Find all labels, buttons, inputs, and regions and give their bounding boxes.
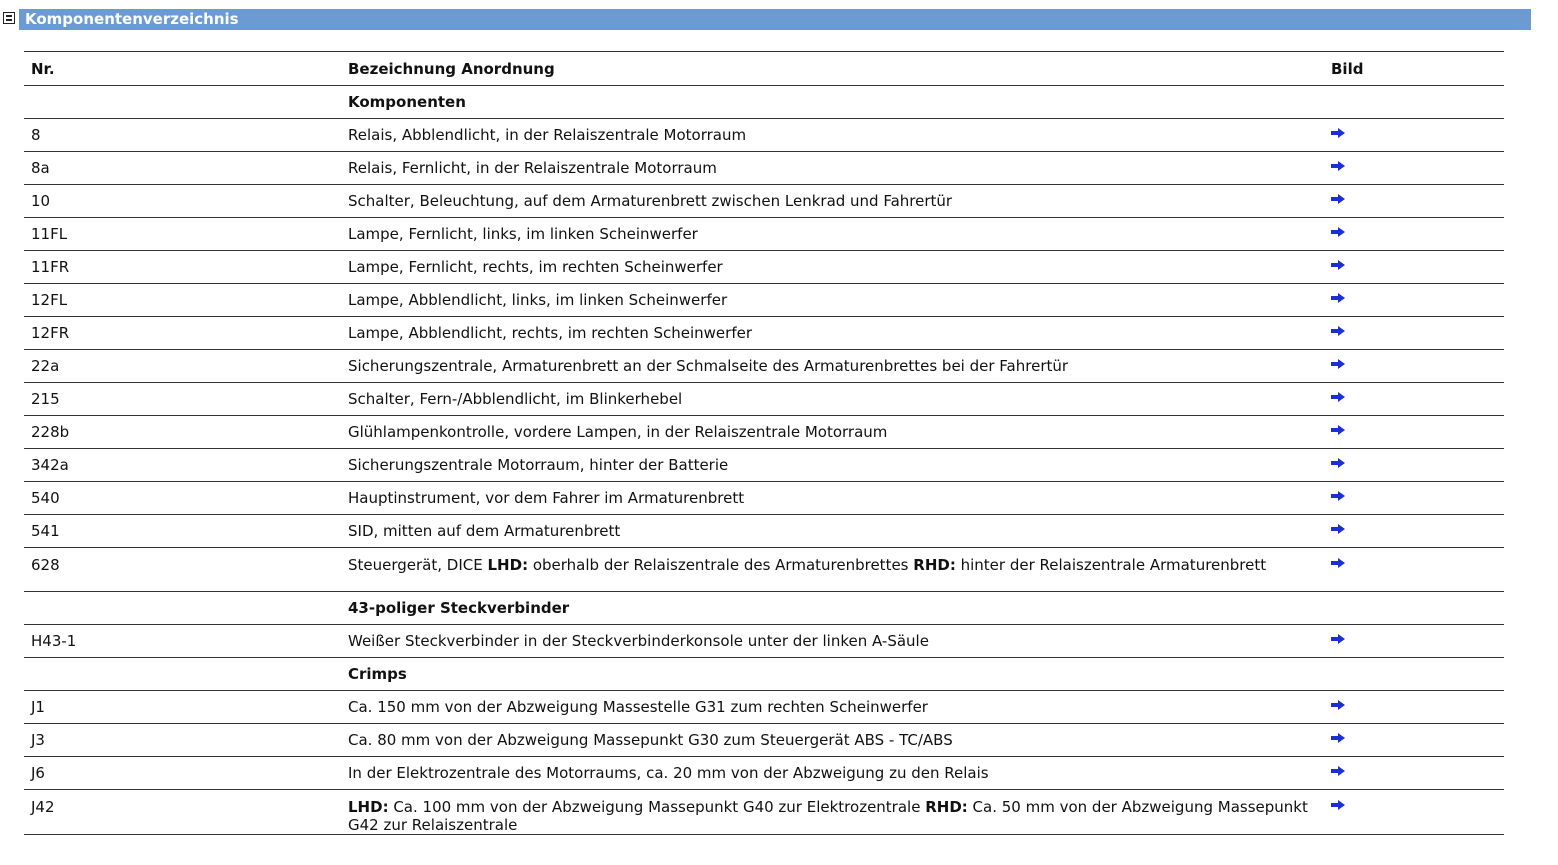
- drive-side-label: LHD:: [487, 556, 529, 574]
- arrow-right-icon[interactable]: [1331, 491, 1345, 501]
- table-row: [24, 251, 1504, 284]
- collapse-icon[interactable]: [3, 12, 15, 24]
- arrow-right-icon[interactable]: [1331, 766, 1345, 776]
- table-row: [24, 691, 1504, 724]
- arrow-right-icon[interactable]: [1331, 800, 1345, 810]
- cell-bild: [1324, 482, 1504, 515]
- cell-bezeichnung: Lampe, Abblendlicht, rechts, im rechten Scheinwerfer: [341, 317, 1324, 350]
- cell-bezeichnung: Sicherungszentrale Motorraum, hinter der Batterie: [341, 449, 1324, 482]
- arrow-right-icon[interactable]: [1331, 194, 1345, 204]
- header-bild: Bild: [1324, 52, 1504, 86]
- window-title: Komponentenverzeichnis: [19, 9, 1531, 30]
- cell-bezeichnung: Hauptinstrument, vor dem Fahrer im Armaturenbrett: [341, 482, 1324, 515]
- arrow-right-icon[interactable]: [1331, 558, 1345, 568]
- cell-bild: [1324, 515, 1504, 548]
- cell-bild: [1324, 350, 1504, 383]
- table-row: [24, 317, 1504, 350]
- text-part: Steuergerät, DICE: [348, 556, 488, 574]
- text-part: oberhalb der Relaiszentrale des Armaturenbrettes: [528, 556, 914, 574]
- table-row: [24, 383, 1504, 416]
- cell-nr: 628: [24, 548, 341, 592]
- table-row: [24, 185, 1504, 218]
- header-nr: Nr.: [24, 52, 341, 86]
- text-part: Ca. 100 mm von der Abzweigung Massepunkt G40 zur Elektrozentrale: [388, 798, 926, 816]
- cell-bild: [1324, 757, 1504, 790]
- table-row: [24, 449, 1504, 482]
- cell-bild: [1324, 625, 1504, 658]
- arrow-right-icon[interactable]: [1331, 128, 1345, 138]
- arrow-right-icon[interactable]: [1331, 260, 1345, 270]
- cell-nr: 541: [24, 515, 341, 548]
- table-row: [24, 515, 1504, 548]
- section-row: [24, 86, 1504, 119]
- table-row: [24, 482, 1504, 515]
- cell-bild: [1324, 284, 1504, 317]
- cell-bild: [1324, 724, 1504, 757]
- cell-bezeichnung: Relais, Abblendlicht, in der Relaiszentrale Motorraum: [341, 119, 1324, 152]
- cell-bezeichnung: Ca. 80 mm von der Abzweigung Massepunkt G30 zum Steuergerät ABS - TC/ABS: [341, 724, 1324, 757]
- table-row: [24, 218, 1504, 251]
- cell-bild: [1324, 251, 1504, 284]
- cell-bild: [1324, 790, 1504, 835]
- cell-bezeichnung: Sicherungszentrale, Armaturenbrett an der Schmalseite des Armaturenbrettes bei der Fahrertür: [341, 350, 1324, 383]
- cell-nr: [24, 592, 341, 625]
- cell-bezeichnung: 43-poliger Steckverbinder: [341, 592, 1324, 625]
- cell-nr: 8: [24, 119, 341, 152]
- cell-bild: [1324, 691, 1504, 724]
- cell-nr: 342a: [24, 449, 341, 482]
- cell-bild: [1324, 152, 1504, 185]
- cell-bild: [1324, 449, 1504, 482]
- table-header-row: [24, 52, 1504, 86]
- table-row: [24, 790, 1504, 835]
- section-row: [24, 592, 1504, 625]
- drive-side-label: LHD:: [348, 798, 389, 816]
- cell-bild: [1324, 218, 1504, 251]
- table-row: [24, 724, 1504, 757]
- arrow-right-icon[interactable]: [1331, 227, 1345, 237]
- cell-bezeichnung: SID, mitten auf dem Armaturenbrett: [341, 515, 1324, 548]
- cell-bezeichnung: Relais, Fernlicht, in der Relaiszentrale Motorraum: [341, 152, 1324, 185]
- arrow-right-icon[interactable]: [1331, 634, 1345, 644]
- arrow-right-icon[interactable]: [1331, 293, 1345, 303]
- component-table: [24, 51, 1504, 835]
- cell-nr: J6: [24, 757, 341, 790]
- arrow-right-icon[interactable]: [1331, 326, 1345, 336]
- cell-nr: 228b: [24, 416, 341, 449]
- cell-bezeichnung: Lampe, Fernlicht, rechts, im rechten Scheinwerfer: [341, 251, 1324, 284]
- arrow-right-icon[interactable]: [1331, 425, 1345, 435]
- arrow-right-icon[interactable]: [1331, 700, 1345, 710]
- table-row: [24, 416, 1504, 449]
- drive-side-label: RHD:: [913, 556, 956, 574]
- table-row: [24, 350, 1504, 383]
- cell-bezeichnung: Weißer Steckverbinder in der Steckverbinderkonsole unter der linken A-Säule: [341, 625, 1324, 658]
- title-bar: [0, 9, 1531, 30]
- cell-nr: [24, 86, 341, 119]
- cell-bild: [1324, 592, 1504, 625]
- cell-bezeichnung: Glühlampenkontrolle, vordere Lampen, in der Relaiszentrale Motorraum: [341, 416, 1324, 449]
- cell-nr: [24, 658, 341, 691]
- table-row: [24, 119, 1504, 152]
- cell-nr: 22a: [24, 350, 341, 383]
- cell-bezeichnung: In der Elektrozentrale des Motorraums, ca. 20 mm von der Abzweigung zu den Relais: [341, 757, 1324, 790]
- cell-nr: H43-1: [24, 625, 341, 658]
- cell-nr: 8a: [24, 152, 341, 185]
- cell-nr: J3: [24, 724, 341, 757]
- cell-nr: J42: [24, 790, 341, 835]
- cell-bild: [1324, 383, 1504, 416]
- table-row: [24, 548, 1504, 592]
- cell-nr: 540: [24, 482, 341, 515]
- text-part: Ca. 50 mm von der Abzweigung Massepunkt G42 zur Relaiszentrale: [348, 798, 1308, 834]
- cell-bezeichnung: Ca. 150 mm von der Abzweigung Massestelle G31 zum rechten Scheinwerfer: [341, 691, 1324, 724]
- cell-bezeichnung: Lampe, Abblendlicht, links, im linken Scheinwerfer: [341, 284, 1324, 317]
- arrow-right-icon[interactable]: [1331, 458, 1345, 468]
- cell-bild: [1324, 86, 1504, 119]
- arrow-right-icon[interactable]: [1331, 359, 1345, 369]
- table-body: [24, 86, 1504, 835]
- cell-bezeichnung: [341, 790, 1324, 835]
- cell-bild: [1324, 185, 1504, 218]
- drive-side-label: RHD:: [925, 798, 968, 816]
- text-part: hinter der Relaiszentrale Armaturenbrett: [955, 556, 1267, 574]
- cell-bezeichnung: Crimps: [341, 658, 1324, 691]
- table-row: [24, 625, 1504, 658]
- table-row: [24, 284, 1504, 317]
- cell-nr: 11FL: [24, 218, 341, 251]
- cell-bild: [1324, 548, 1504, 592]
- arrow-right-icon[interactable]: [1331, 161, 1345, 171]
- arrow-right-icon[interactable]: [1331, 524, 1345, 534]
- cell-bild: [1324, 317, 1504, 350]
- table-row: [24, 757, 1504, 790]
- cell-bild: [1324, 658, 1504, 691]
- cell-nr: 215: [24, 383, 341, 416]
- arrow-right-icon[interactable]: [1331, 392, 1345, 402]
- cell-nr: J1: [24, 691, 341, 724]
- cell-bezeichnung: Schalter, Fern-/Abblendlicht, im Blinkerhebel: [341, 383, 1324, 416]
- cell-bild: [1324, 416, 1504, 449]
- cell-bild: [1324, 119, 1504, 152]
- cell-nr: 10: [24, 185, 341, 218]
- cell-bezeichnung: Komponenten: [341, 86, 1324, 119]
- section-row: [24, 658, 1504, 691]
- cell-nr: 11FR: [24, 251, 341, 284]
- cell-nr: 12FL: [24, 284, 341, 317]
- cell-bezeichnung: Schalter, Beleuchtung, auf dem Armaturenbrett zwischen Lenkrad und Fahrertür: [341, 185, 1324, 218]
- cell-bezeichnung: Lampe, Fernlicht, links, im linken Scheinwerfer: [341, 218, 1324, 251]
- cell-nr: 12FR: [24, 317, 341, 350]
- cell-bezeichnung: [341, 548, 1324, 592]
- arrow-right-icon[interactable]: [1331, 733, 1345, 743]
- table-row: [24, 152, 1504, 185]
- header-bezeichnung: Bezeichnung Anordnung: [341, 52, 1324, 86]
